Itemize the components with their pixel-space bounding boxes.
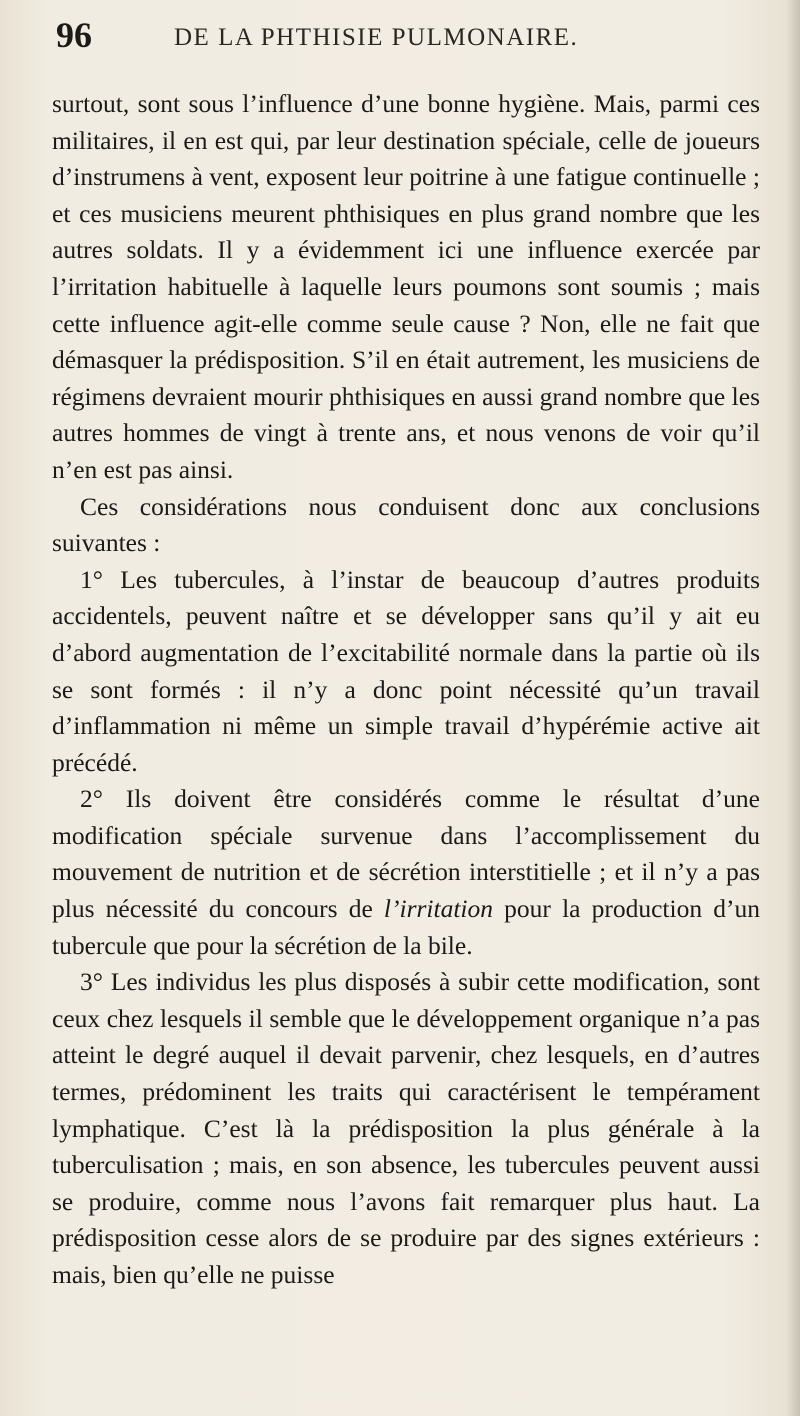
paragraph-4-italic-term: l’irritation [383, 894, 494, 924]
paragraph-4-text-end: pour la production d’un tubercule que pour la sécrétion de la bile. [52, 894, 760, 960]
body-text [52, 86, 760, 1294]
paragraph-4 [52, 781, 760, 964]
paragraph-3: 1° Les tubercules, à l’instar de beaucoup d’autres produits accidentels, peuvent naître et se développer sans qu’il y ait eu d’abord augmentation de l’excitabilité normale dans la partie où ils se sont formés : il n’y a donc point nécessité qu’un travail d’inflammation ni même un simple travail d’hypérémie active ait précédé. [52, 564, 760, 777]
page-edge-shadow [786, 0, 800, 1416]
paragraph-1: surtout, sont sous l’influence d’une bonne hygiène. Mais, parmi ces militaires, il en est qui, par leur destination spéciale, celle de joueurs d’instrumens à vent, exposent leur poitrine à une fatigue continuelle ; et ces musiciens meurent phthisiques en plus grand nombre que les autres soldats. Il y a évidemment ici une influence exercée par l’irritation habituelle à laquelle leurs poumons sont soumis ; mais cette influence agit-elle comme seule cause ? Non, elle ne fait que démasquer la prédisposition. S’il en était autrement, les musiciens de régimens devraient mourir phthisiques en aussi grand nombre que les autres hommes de vingt à trente ans, et nous venons de voir qu’il n’en est pas ainsi. [52, 89, 760, 484]
paragraph-2: Ces considérations nous conduisent donc aux conclusions suivantes : [52, 491, 760, 558]
page-number: 96 [56, 15, 92, 55]
running-head: DE LA PHTHISIE PULMONAIRE. [174, 24, 579, 51]
page-header [56, 12, 756, 72]
paragraph-5: 3° Les individus les plus disposés à subir cette modification, sont ceux chez lesquels il semble que le développement organique n’a pas atteint le degré auquel il devait parvenir, chez lesquels, en d’autres termes, prédominent les traits qui caractérisent le tempérament lymphatique. C’est là la prédisposition la plus générale à la tuberculisation ; mais, en son absence, les tubercules peuvent aussi se produire, comme nous l’avons fait remarquer plus haut. La prédisposition cesse alors de se produire par des signes extérieurs : mais, bien qu’elle ne puisse [52, 967, 760, 1289]
paragraph-4-text-start: 2° Ils doivent être considérés comme le résultat d’une modification spéciale survenue dans l’accomplissement du mouvement de nutrition et de sécrétion interstitielle ; et il n’y a pas plus nécessité du concours de [52, 784, 760, 924]
